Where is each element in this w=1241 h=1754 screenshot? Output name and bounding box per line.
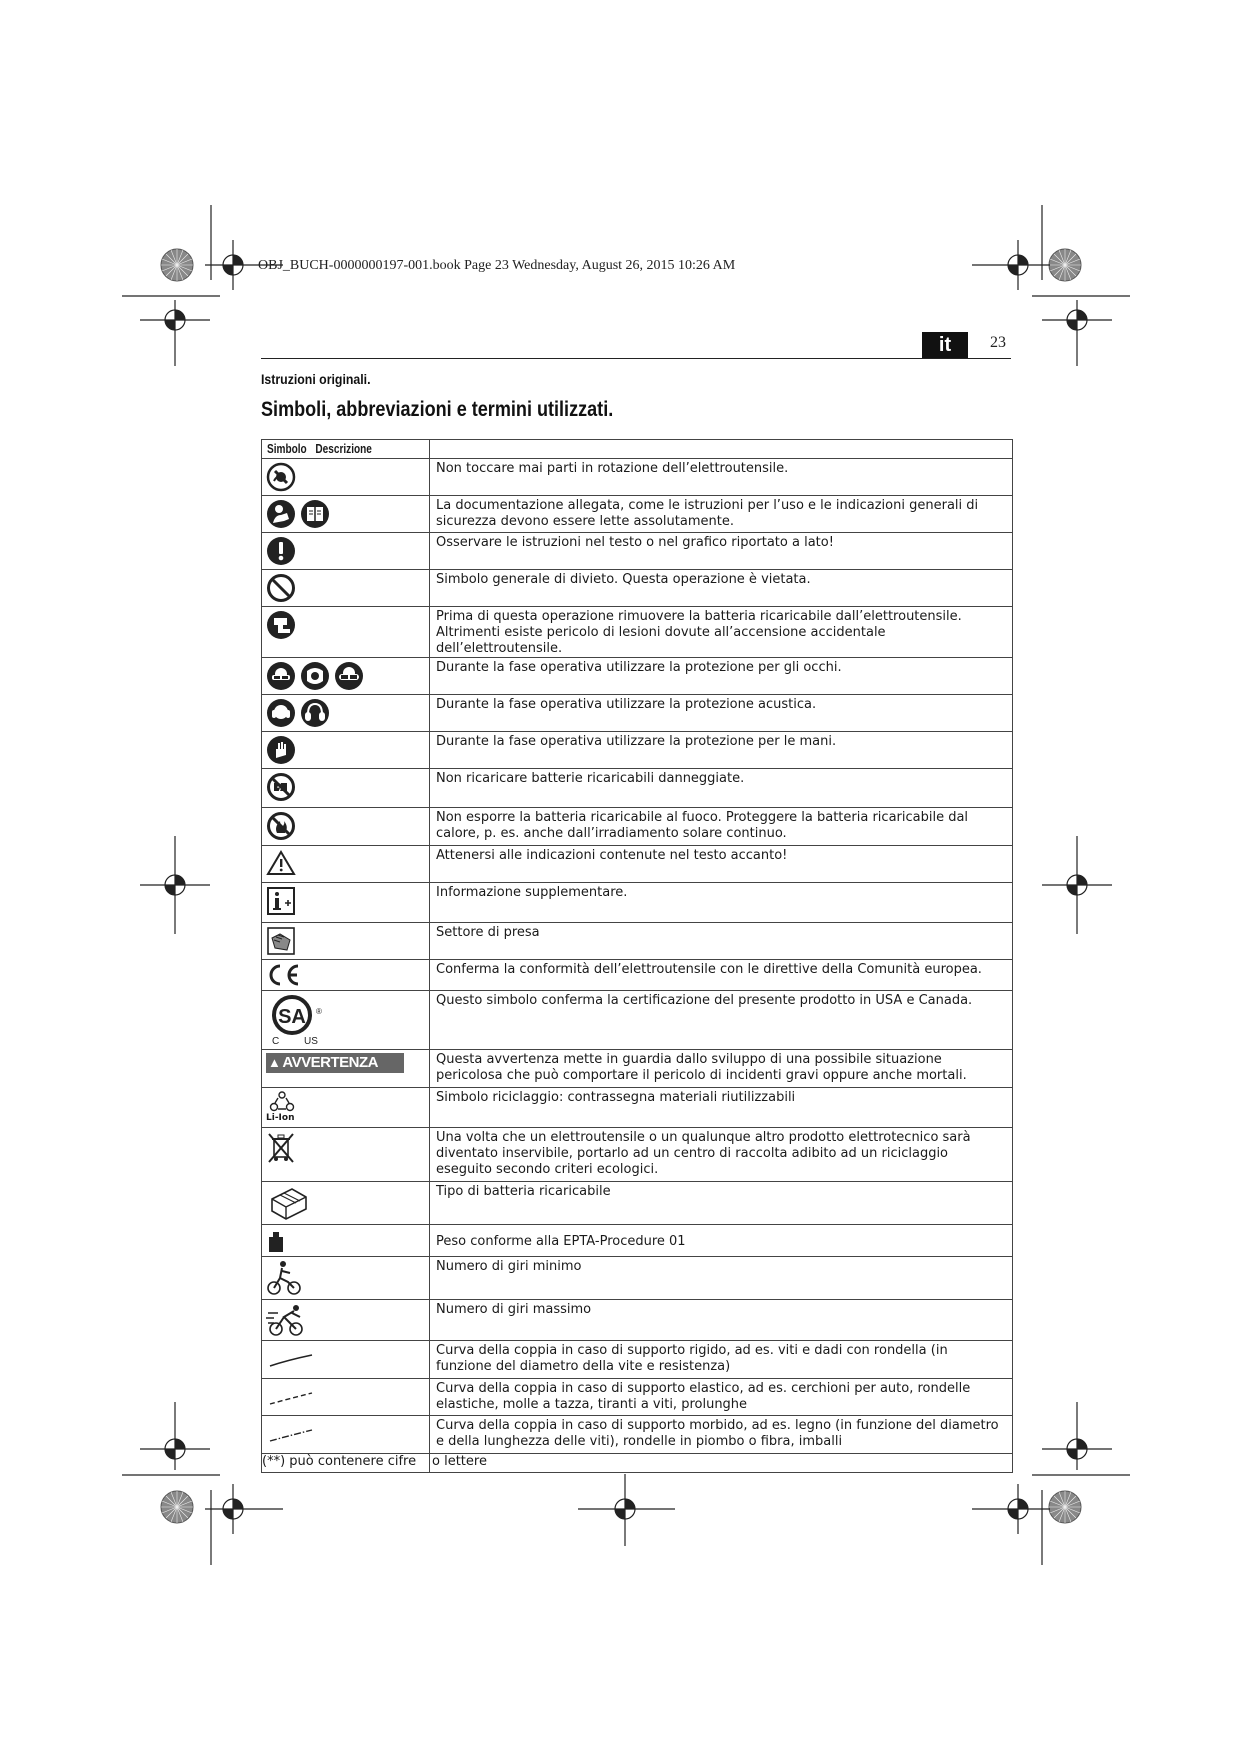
table-row [262,459,1013,496]
attention-icon [266,536,296,566]
no-fire-battery-icon [266,811,296,841]
footnote-right: o lettere [430,1454,1013,1473]
svg-text:®: ® [316,1007,322,1016]
eye-protection-icon [266,661,296,691]
table-header-empty [430,440,1013,459]
svg-text:C: C [272,1036,280,1046]
footnote-left: (**) può contenere cifre [262,1454,430,1473]
dash-dot-curve-icon [266,1426,316,1444]
row-description: Settore di presa [430,923,1013,960]
header-rule [261,358,1011,359]
table-row [262,533,1013,570]
remove-battery-icon [266,610,296,640]
table-row [262,607,1013,658]
row-description: Numero di giri massimo [430,1300,1013,1341]
page-title: Simboli, abbreviazioni e termini utilizzati. [261,398,614,421]
table-row [262,991,1013,1050]
goggles-icon [334,661,364,691]
svg-text:US: US [304,1036,318,1046]
doc-subtitle: Istruzioni originali. [261,371,371,387]
row-description: Tipo di batteria ricaricabile [430,1182,1013,1225]
row-description: Prima di questa operazione rimuovere la batteria ricaricabile dall’elettroutensile. Altrimenti esiste pericolo di lesioni dovute all’accensione accidentale dell’elettroutensile. [430,607,1013,658]
table-row [262,1341,1013,1379]
table-row [262,960,1013,991]
table-row [262,1182,1013,1225]
table-row [262,846,1013,883]
ce-mark-icon [266,963,302,987]
row-description: Durante la fase operativa utilizzare la protezione per le mani. [430,732,1013,769]
row-description: Numero di giri minimo [430,1257,1013,1300]
row-description: Curva della coppia in caso di supporto morbido, ad es. legno (in funzione del diametro e della lunghezza delle viti), rondelle in piombo o fibra, imballi [430,1416,1013,1454]
csa-mark-icon [266,994,330,1046]
table-row [262,808,1013,846]
table-row [262,769,1013,808]
hand-protection-icon [266,735,296,765]
symbols-table [261,439,1013,1473]
manual-book-icon [300,499,330,529]
row-description: Non esporre la batteria ricaricabile al fuoco. Proteggere la batteria ricaricabile dal calore, p. es. anche dall’irradiamento solare continuo. [430,808,1013,846]
table-row [262,1088,1013,1128]
row-description: Non ricaricare batterie ricaricabili danneggiate. [430,769,1013,808]
row-description: Questo simbolo conferma la certificazione del presente prodotto in USA e Canada. [430,991,1013,1050]
table-row [262,923,1013,960]
face-shield-icon [300,661,330,691]
table-row [262,1379,1013,1416]
weight-icon [266,1231,286,1253]
prohibition-icon [266,573,296,603]
solid-curve-icon [266,1351,316,1369]
table-row [262,695,1013,732]
info-plus-icon [266,886,296,916]
row-description: Simbolo generale di divieto. Questa operazione è vietata. [430,570,1013,607]
page-number: 23 [990,334,1006,351]
read-instructions-icon [266,499,296,529]
warning-triangle-icon [266,849,296,877]
dashed-curve-icon [266,1389,316,1407]
row-description: Conferma la conformità dell’elettroutensile con le direttive della Comunità europea. [430,960,1013,991]
min-speed-icon [266,1260,302,1296]
row-description: Attenersi alle indicazioni contenute nel testo accanto! [430,846,1013,883]
row-description: Simbolo riciclaggio: contrassegna materiali riutilizzabili [430,1088,1013,1128]
table-row [262,658,1013,695]
table-row [262,883,1013,923]
row-description: Osservare le istruzioni nel testo o nel grafico riportato a lato! [430,533,1013,570]
row-description: Durante la fase operativa utilizzare la protezione per gli occhi. [430,658,1013,695]
row-description: Informazione supplementare. [430,883,1013,923]
table-row [262,1257,1013,1300]
language-badge: it [922,332,968,358]
row-description: Durante la fase operativa utilizzare la protezione acustica. [430,695,1013,732]
no-charge-damaged-battery-icon [266,772,296,802]
row-description: Curva della coppia in caso di supporto rigido, ad es. viti e dadi con rondella (in funzione del diametro della vite e resistenza) [430,1341,1013,1379]
warning-triangle-icon: ▲ [268,1055,281,1070]
table-header-row [262,440,1013,459]
book-header: OBJ_BUCH-0000000197-001.book Page 23 Wednesday, August 26, 2015 10:26 AM [258,258,736,273]
max-speed-icon [266,1303,306,1337]
table-row [262,1300,1013,1341]
ear-protection-icon [266,698,296,728]
table-row [262,496,1013,533]
row-description: Questa avvertenza mette in guardia dallo sviluppo di una possibile situazione pericolosa che può comportare il pericolo di incidenti gravi oppure anche mortali. [430,1050,1013,1088]
table-row [262,570,1013,607]
row-description: La documentazione allegata, come le istruzioni per l’uso e le indicazioni generali di sicurezza devono essere lette assolutamente. [430,496,1013,533]
table-row [262,732,1013,769]
ear-muffs-icon [300,698,330,728]
table-row [262,1225,1013,1257]
table-row [262,1416,1013,1454]
warning-label: ▲ AVVERTENZA [266,1053,404,1073]
battery-type-icon [266,1185,310,1221]
crossed-bin-icon [266,1131,296,1165]
row-description: Curva della coppia in caso di supporto elastico, ad es. cerchioni per auto, rondelle elastiche, molle a tazza, tiranti a viti, prolunghe [430,1379,1013,1416]
svg-text:SA: SA [278,1006,306,1028]
table-row [262,1128,1013,1182]
table-footnote-row [262,1454,1013,1473]
row-description: Non toccare mai parti in rotazione dell’elettroutensile. [430,459,1013,496]
table-header-symbol: Simbolo Descrizione [262,440,430,459]
row-description: Una volta che un elettroutensile o un qualunque altro prodotto elettrotecnico sarà diventato inservibile, portarlo ad un centro di raccolta adibito ad un riciclaggio eseguito secondo criteri ecologici. [430,1128,1013,1182]
table-row [262,1050,1013,1088]
no-touch-rotating-icon [266,462,296,492]
li-ion-label: Li-Ion [266,1113,295,1123]
row-description: Peso conforme alla EPTA-Procedure 01 [430,1225,1013,1257]
grip-area-icon [266,926,296,956]
